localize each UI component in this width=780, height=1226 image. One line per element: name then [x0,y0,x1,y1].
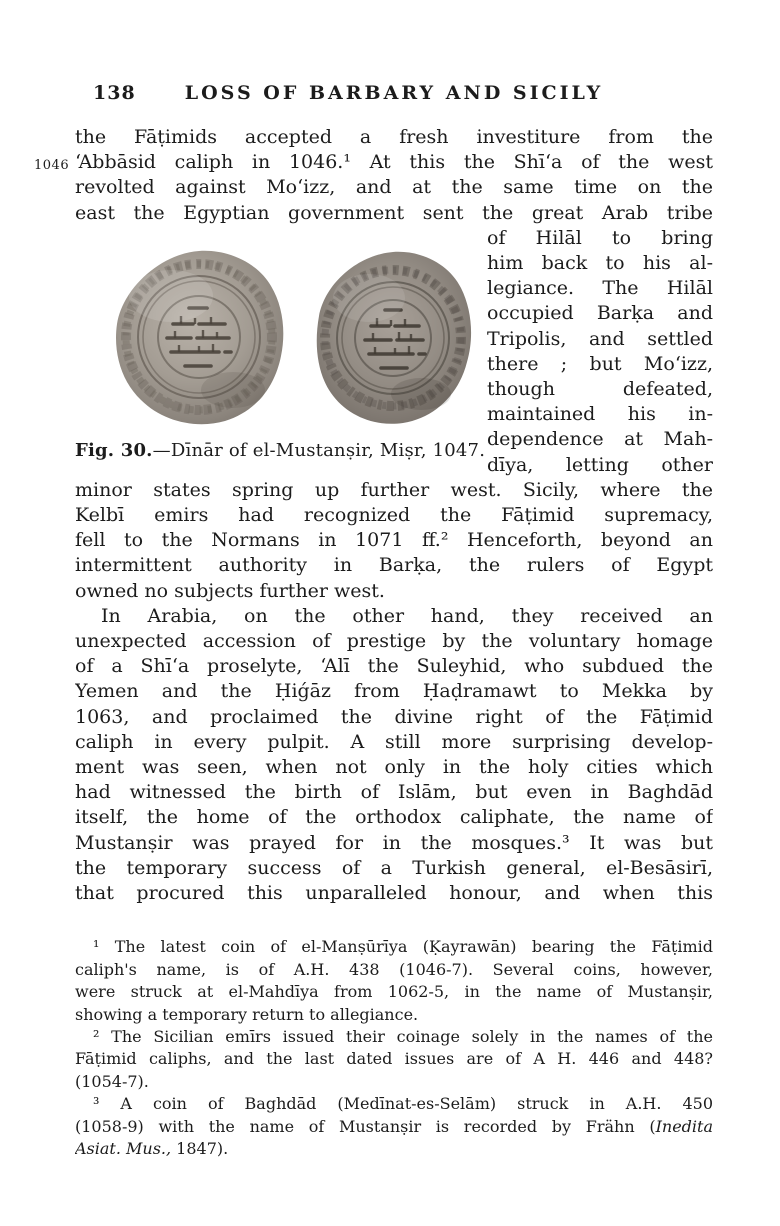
figure-30 [75,226,487,478]
footnote-text: 1847). [171,1138,229,1158]
wrapped-text-column [487,226,713,478]
figure-caption-label: Fig. 30. [75,439,153,461]
footnote-1 [75,936,713,1026]
coin-obverse-image [111,248,287,426]
footnote-line [75,1116,713,1138]
body-line: the temporary success of a Turkish general, el-Besāsirī, [75,856,713,879]
body-line: had witnessed the birth of Islām, but even in Baghdād [75,781,713,804]
footnote-line: ¹ The latest coin of el-Manṣūrīya (Ḳayrawān) bearing the Fāṭimid [93,937,713,957]
footnote-line: were struck at el-Mahdīya from 1062-5, in the name of Mustanṣir, [75,982,713,1002]
wrap-line: occupied Barḳa and [487,302,713,325]
footnote-line: showing a temporary return to allegiance. [75,1004,419,1024]
page-title: LOSS OF BARBARY AND SICILY [184,82,604,104]
body-line: ‘Abbāsid caliph in 1046.¹ At this the Shī‘a of the west [75,151,713,174]
footnote-line [75,1138,713,1160]
footnote-citation-italic: Asiat. Mus., [75,1138,172,1158]
coin-photographs [75,226,487,426]
page-number: 138 [93,82,136,104]
body-line: the Fāṭimids accepted a fresh investiture from the [75,126,713,148]
body-line: Mustanṣir was prayed for in the mosques.³ It was but [75,831,713,854]
body-line: of a Shī‘a proselyte, ‘Alī the Suleyhid, who subdued the [75,655,713,678]
footnote-citation-italic: Inedita [655,1116,713,1136]
footnotes-section [75,936,713,1160]
body-line: itself, the home of the orthodox caliphate, the name of [75,806,713,829]
body-line: east the Egyptian government sent the great Arab tribe [75,201,713,224]
paragraph-1 [75,125,713,226]
wrap-line: maintained his in- [487,403,713,426]
wrap-line: dependence at Mah- [487,428,713,451]
footnote-2 [75,1026,713,1093]
figure-caption-text: —Dīnār of el-Mustanṣir, Miṣr, 1047. [152,439,486,461]
wrap-line: legiance. The Hilāl [487,277,713,300]
body-line: minor states spring up further west. Sicily, where the [75,478,713,501]
body-line: unexpected accession of prestige by the voluntary homage [75,630,713,653]
footnote-line: Fāṭimid caliphs, and the last dated issues are of A H. 446 and 448? [75,1049,713,1069]
paragraph-3 [75,604,713,906]
wrap-line: dīya, letting other [487,453,713,476]
body-line: that procured this unparalleled honour, and when this [75,882,713,905]
body-line: ment was seen, when not only in the holy cities which [75,756,713,779]
figure-and-wrapped-text [75,226,713,478]
body-line: revolted against Mo‘izz, and at the same time on the [75,176,713,199]
footnote-text: (1058-9) with the name of Mustanṣir is recorded by Frähn ( [75,1116,656,1136]
wrap-line: him back to his al- [487,252,713,275]
wrap-line: though defeated, [487,378,713,401]
margin-date-note: 1046 [34,158,70,173]
body-line: caliph in every pulpit. A still more surprising develop- [75,730,713,753]
body-line: Kelbī emirs had recognized the Fāṭimid supremacy, [75,504,713,527]
body-line: Yemen and the Ḥiǵāz from Ḥaḍramawt to Mekka by [75,680,713,703]
footnote-3 [75,1093,713,1160]
wrap-line: Tripolis, and settled [487,327,713,350]
running-header [75,82,713,108]
wrap-line: there ; but Mo‘izz, [487,352,713,375]
figure-caption [75,438,487,463]
footnote-line: (1054-7). [75,1071,149,1091]
body-line: 1063, and proclaimed the divine right of the Fāṭimid [75,705,713,728]
footnote-line: ² The Sicilian emīrs issued their coinage solely in the names of the [93,1026,713,1046]
paragraph-2 [75,478,713,604]
coin-reverse-image [313,248,473,426]
wrap-line: of Hilāl to bring [487,226,713,249]
footnote-line: ³ A coin of Baghdād (Medīnat-es-Selām) struck in A.H. 450 [93,1094,713,1114]
body-text [75,125,713,906]
body-line: fell to the Normans in 1071 ff.² Henceforth, beyond an [75,529,713,552]
body-line: In Arabia, on the other hand, they received an [101,604,713,627]
body-line: owned no subjects further west. [75,579,385,602]
body-line: intermittent authority in Barḳa, the rulers of Egypt [75,554,713,577]
page-content [75,82,713,1160]
footnote-line: caliph's name, is of A.H. 438 (1046-7). Several coins, however, [75,959,713,979]
